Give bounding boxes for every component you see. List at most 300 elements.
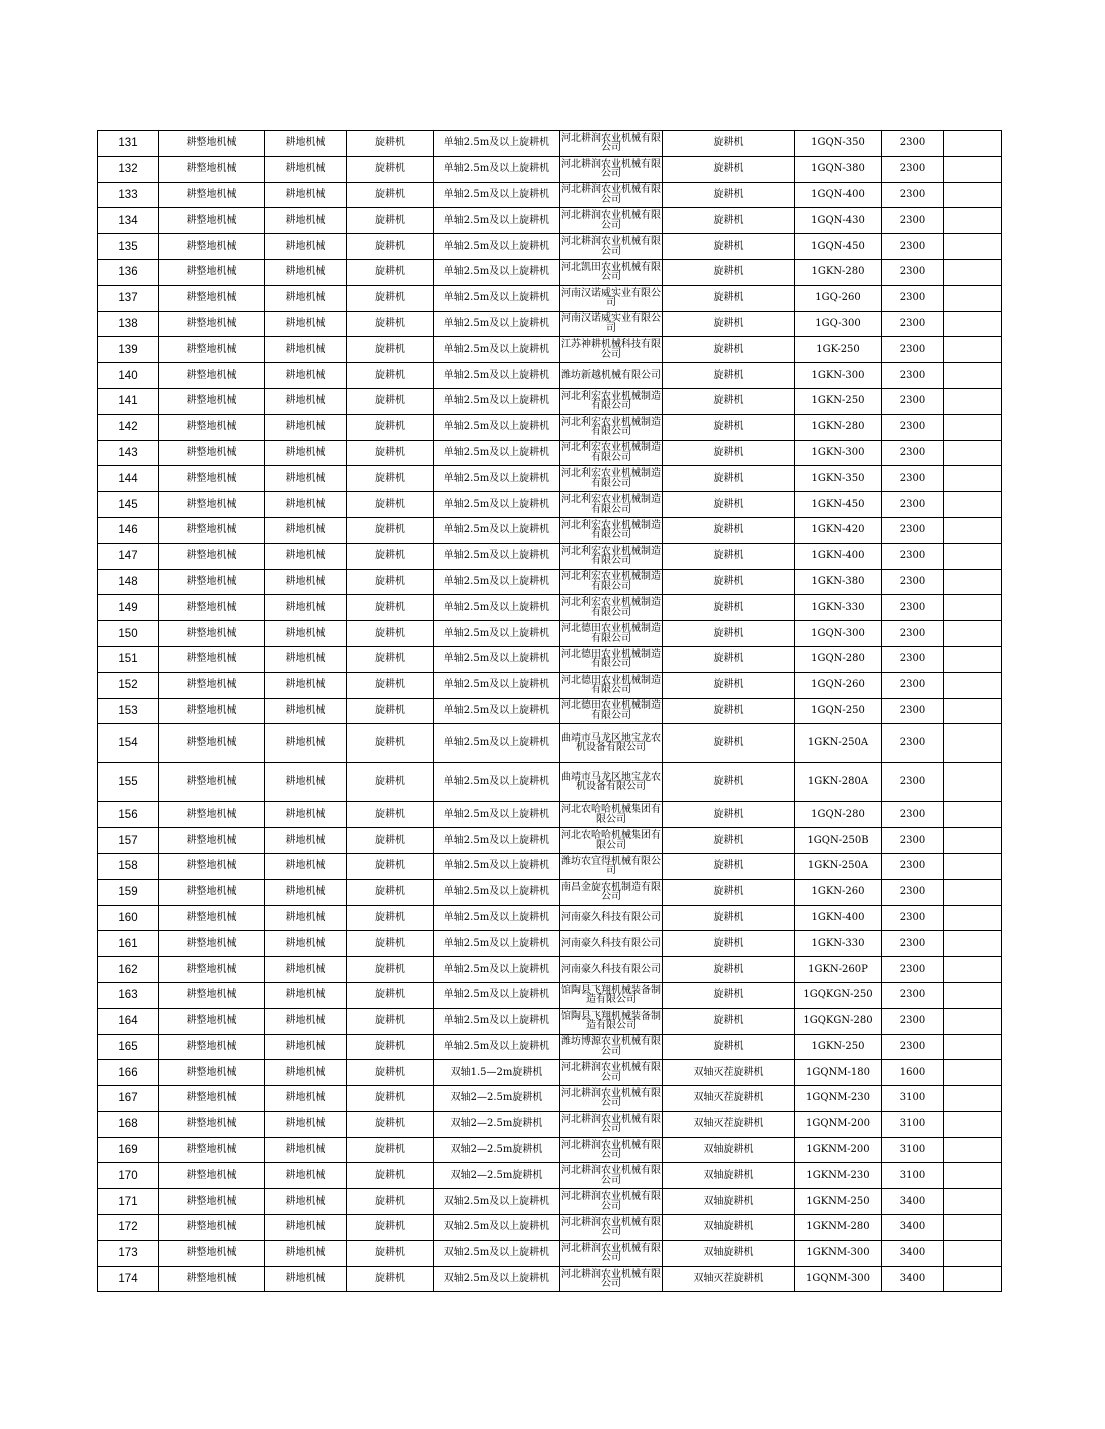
row-number-cell: 136 — [98, 259, 159, 285]
row-number-cell: 141 — [98, 388, 159, 414]
subsidy-amount-cell: 2300 — [882, 698, 944, 724]
note-cell — [944, 492, 1002, 518]
spec-grade-cell: 单轴2.5m及以上旋耕机 — [434, 763, 560, 802]
subsidy-amount-cell: 3100 — [882, 1086, 944, 1112]
subcategory-cell: 耕地机械 — [265, 569, 347, 595]
table-row — [98, 763, 1002, 802]
subcategory-cell: 耕地机械 — [265, 1034, 347, 1060]
product-name-cell: 旋耕机 — [663, 931, 795, 957]
product-name-cell: 旋耕机 — [663, 466, 795, 492]
note-cell — [944, 337, 1002, 363]
manufacturer-cell: 河北农哈哈机械集团有限公司 — [560, 828, 663, 854]
category-cell: 耕整地机械 — [159, 982, 265, 1008]
row-number-cell: 146 — [98, 517, 159, 543]
subsidy-amount-cell: 3400 — [882, 1189, 944, 1215]
table-row — [98, 724, 1002, 763]
item-cell: 旋耕机 — [347, 208, 434, 234]
product-name-cell: 旋耕机 — [663, 879, 795, 905]
subcategory-cell: 耕地机械 — [265, 1008, 347, 1034]
item-cell: 旋耕机 — [347, 595, 434, 621]
spec-grade-cell: 单轴2.5m及以上旋耕机 — [434, 982, 560, 1008]
spec-grade-cell: 单轴2.5m及以上旋耕机 — [434, 517, 560, 543]
model-cell: 1GKN-250 — [795, 388, 882, 414]
spec-grade-cell: 单轴2.5m及以上旋耕机 — [434, 363, 560, 389]
product-name-cell: 旋耕机 — [663, 905, 795, 931]
table-row — [98, 1137, 1002, 1163]
subsidy-amount-cell: 2300 — [882, 466, 944, 492]
product-name-cell: 旋耕机 — [663, 156, 795, 182]
subcategory-cell: 耕地机械 — [265, 1189, 347, 1215]
category-cell: 耕整地机械 — [159, 763, 265, 802]
item-cell: 旋耕机 — [347, 311, 434, 337]
spec-grade-cell: 双轴2.5m及以上旋耕机 — [434, 1189, 560, 1215]
table-row — [98, 311, 1002, 337]
note-cell — [944, 1086, 1002, 1112]
manufacturer-cell: 潍坊农宜得机械有限公司 — [560, 853, 663, 879]
category-cell: 耕整地机械 — [159, 621, 265, 647]
row-number-cell: 162 — [98, 957, 159, 983]
table-row — [98, 931, 1002, 957]
spec-grade-cell: 双轴2—2.5m旋耕机 — [434, 1163, 560, 1189]
subsidy-amount-cell: 2300 — [882, 492, 944, 518]
subcategory-cell: 耕地机械 — [265, 1163, 347, 1189]
category-cell: 耕整地机械 — [159, 698, 265, 724]
product-name-cell: 旋耕机 — [663, 724, 795, 763]
model-cell: 1GKN-300 — [795, 440, 882, 466]
product-name-cell: 旋耕机 — [663, 285, 795, 311]
table-row — [98, 492, 1002, 518]
model-cell: 1GKN-350 — [795, 466, 882, 492]
subsidy-amount-cell: 2300 — [882, 156, 944, 182]
subsidy-amount-cell: 3400 — [882, 1240, 944, 1266]
subsidy-amount-cell: 2300 — [882, 957, 944, 983]
note-cell — [944, 1163, 1002, 1189]
table-row — [98, 595, 1002, 621]
row-number-cell: 168 — [98, 1111, 159, 1137]
table-row — [98, 131, 1002, 157]
note-cell — [944, 905, 1002, 931]
subsidy-amount-cell: 3400 — [882, 1266, 944, 1292]
note-cell — [944, 828, 1002, 854]
row-number-cell: 142 — [98, 414, 159, 440]
spec-grade-cell: 单轴2.5m及以上旋耕机 — [434, 543, 560, 569]
model-cell: 1GKNM-230 — [795, 1163, 882, 1189]
category-cell: 耕整地机械 — [159, 1111, 265, 1137]
subcategory-cell: 耕地机械 — [265, 1266, 347, 1292]
manufacturer-cell: 河北利宏农业机械制造有限公司 — [560, 440, 663, 466]
note-cell — [944, 131, 1002, 157]
manufacturer-cell: 河北利宏农业机械制造有限公司 — [560, 388, 663, 414]
model-cell: 1GKNM-280 — [795, 1215, 882, 1241]
table-row — [98, 466, 1002, 492]
category-cell: 耕整地机械 — [159, 595, 265, 621]
subsidy-amount-cell: 2300 — [882, 285, 944, 311]
subsidy-table — [97, 130, 1002, 1292]
category-cell: 耕整地机械 — [159, 414, 265, 440]
model-cell: 1GKN-260 — [795, 879, 882, 905]
manufacturer-cell: 河北利宏农业机械制造有限公司 — [560, 595, 663, 621]
subsidy-amount-cell: 2300 — [882, 905, 944, 931]
row-number-cell: 145 — [98, 492, 159, 518]
table-row — [98, 905, 1002, 931]
model-cell: 1GQ-300 — [795, 311, 882, 337]
note-cell — [944, 1034, 1002, 1060]
model-cell: 1GKN-280A — [795, 763, 882, 802]
product-name-cell: 双轴旋耕机 — [663, 1163, 795, 1189]
item-cell: 旋耕机 — [347, 1086, 434, 1112]
subcategory-cell: 耕地机械 — [265, 259, 347, 285]
model-cell: 1GQN-250 — [795, 698, 882, 724]
spec-grade-cell: 单轴2.5m及以上旋耕机 — [434, 569, 560, 595]
category-cell: 耕整地机械 — [159, 931, 265, 957]
table-row — [98, 569, 1002, 595]
product-name-cell: 双轴旋耕机 — [663, 1215, 795, 1241]
spec-grade-cell: 双轴2—2.5m旋耕机 — [434, 1111, 560, 1137]
subsidy-amount-cell: 2300 — [882, 595, 944, 621]
subsidy-amount-cell: 2300 — [882, 982, 944, 1008]
subcategory-cell: 耕地机械 — [265, 931, 347, 957]
subcategory-cell: 耕地机械 — [265, 543, 347, 569]
row-number-cell: 166 — [98, 1060, 159, 1086]
product-name-cell: 旋耕机 — [663, 182, 795, 208]
category-cell: 耕整地机械 — [159, 1060, 265, 1086]
product-name-cell: 双轴旋耕机 — [663, 1137, 795, 1163]
subcategory-cell: 耕地机械 — [265, 492, 347, 518]
row-number-cell: 163 — [98, 982, 159, 1008]
note-cell — [944, 802, 1002, 828]
manufacturer-cell: 河北耕润农业机械有限公司 — [560, 208, 663, 234]
manufacturer-cell: 河北德田农业机械制造有限公司 — [560, 646, 663, 672]
note-cell — [944, 595, 1002, 621]
category-cell: 耕整地机械 — [159, 905, 265, 931]
model-cell: 1GKN-250A — [795, 724, 882, 763]
subcategory-cell: 耕地机械 — [265, 388, 347, 414]
subcategory-cell: 耕地机械 — [265, 337, 347, 363]
subcategory-cell: 耕地机械 — [265, 311, 347, 337]
model-cell: 1GQN-380 — [795, 156, 882, 182]
item-cell: 旋耕机 — [347, 646, 434, 672]
table-row — [98, 1111, 1002, 1137]
subcategory-cell: 耕地机械 — [265, 802, 347, 828]
model-cell: 1GQN-400 — [795, 182, 882, 208]
subcategory-cell: 耕地机械 — [265, 156, 347, 182]
product-name-cell: 旋耕机 — [663, 569, 795, 595]
subsidy-amount-cell: 2300 — [882, 182, 944, 208]
row-number-cell: 171 — [98, 1189, 159, 1215]
product-name-cell: 双轴灭茬旋耕机 — [663, 1060, 795, 1086]
subsidy-amount-cell: 2300 — [882, 1008, 944, 1034]
row-number-cell: 132 — [98, 156, 159, 182]
item-cell: 旋耕机 — [347, 337, 434, 363]
subcategory-cell: 耕地机械 — [265, 1086, 347, 1112]
category-cell: 耕整地机械 — [159, 440, 265, 466]
manufacturer-cell: 潍坊博源农业机械有限公司 — [560, 1034, 663, 1060]
row-number-cell: 152 — [98, 672, 159, 698]
product-name-cell: 双轴灭茬旋耕机 — [663, 1111, 795, 1137]
subsidy-amount-cell: 2300 — [882, 724, 944, 763]
manufacturer-cell: 河南豪久科技有限公司 — [560, 905, 663, 931]
manufacturer-cell: 河北耕润农业机械有限公司 — [560, 1266, 663, 1292]
row-number-cell: 150 — [98, 621, 159, 647]
manufacturer-cell: 馆陶县飞翔机械装备制造有限公司 — [560, 982, 663, 1008]
model-cell: 1GKN-420 — [795, 517, 882, 543]
spec-grade-cell: 单轴2.5m及以上旋耕机 — [434, 234, 560, 260]
manufacturer-cell: 河北德田农业机械制造有限公司 — [560, 698, 663, 724]
note-cell — [944, 259, 1002, 285]
spec-grade-cell: 单轴2.5m及以上旋耕机 — [434, 285, 560, 311]
model-cell: 1GQNM-180 — [795, 1060, 882, 1086]
category-cell: 耕整地机械 — [159, 1266, 265, 1292]
category-cell: 耕整地机械 — [159, 828, 265, 854]
category-cell: 耕整地机械 — [159, 1137, 265, 1163]
note-cell — [944, 957, 1002, 983]
item-cell: 旋耕机 — [347, 285, 434, 311]
product-name-cell: 旋耕机 — [663, 337, 795, 363]
model-cell: 1GQN-260 — [795, 672, 882, 698]
subsidy-amount-cell: 2300 — [882, 646, 944, 672]
item-cell: 旋耕机 — [347, 234, 434, 260]
subcategory-cell: 耕地机械 — [265, 1137, 347, 1163]
spec-grade-cell: 单轴2.5m及以上旋耕机 — [434, 466, 560, 492]
manufacturer-cell: 河北耕润农业机械有限公司 — [560, 182, 663, 208]
manufacturer-cell: 河北利宏农业机械制造有限公司 — [560, 569, 663, 595]
subsidy-amount-cell: 3100 — [882, 1111, 944, 1137]
table-row — [98, 646, 1002, 672]
spec-grade-cell: 单轴2.5m及以上旋耕机 — [434, 802, 560, 828]
note-cell — [944, 931, 1002, 957]
table-body — [98, 131, 1002, 1292]
row-number-cell: 133 — [98, 182, 159, 208]
manufacturer-cell: 河北凯田农业机械有限公司 — [560, 259, 663, 285]
row-number-cell: 159 — [98, 879, 159, 905]
model-cell: 1GKN-250A — [795, 853, 882, 879]
subcategory-cell: 耕地机械 — [265, 285, 347, 311]
item-cell: 旋耕机 — [347, 724, 434, 763]
note-cell — [944, 879, 1002, 905]
item-cell: 旋耕机 — [347, 698, 434, 724]
spec-grade-cell: 单轴2.5m及以上旋耕机 — [434, 156, 560, 182]
item-cell: 旋耕机 — [347, 1240, 434, 1266]
manufacturer-cell: 河北耕润农业机械有限公司 — [560, 1137, 663, 1163]
subcategory-cell: 耕地机械 — [265, 646, 347, 672]
manufacturer-cell: 河南豪久科技有限公司 — [560, 957, 663, 983]
subcategory-cell: 耕地机械 — [265, 982, 347, 1008]
table-row — [98, 1240, 1002, 1266]
manufacturer-cell: 河北耕润农业机械有限公司 — [560, 156, 663, 182]
subcategory-cell: 耕地机械 — [265, 208, 347, 234]
spec-grade-cell: 单轴2.5m及以上旋耕机 — [434, 621, 560, 647]
table-row — [98, 1008, 1002, 1034]
category-cell: 耕整地机械 — [159, 492, 265, 518]
product-name-cell: 旋耕机 — [663, 853, 795, 879]
product-name-cell: 旋耕机 — [663, 595, 795, 621]
table-row — [98, 440, 1002, 466]
note-cell — [944, 1240, 1002, 1266]
note-cell — [944, 363, 1002, 389]
note-cell — [944, 724, 1002, 763]
category-cell: 耕整地机械 — [159, 466, 265, 492]
table-row — [98, 1060, 1002, 1086]
row-number-cell: 173 — [98, 1240, 159, 1266]
note-cell — [944, 208, 1002, 234]
table-row — [98, 853, 1002, 879]
subcategory-cell: 耕地机械 — [265, 414, 347, 440]
row-number-cell: 151 — [98, 646, 159, 672]
subcategory-cell: 耕地机械 — [265, 182, 347, 208]
spec-grade-cell: 单轴2.5m及以上旋耕机 — [434, 131, 560, 157]
product-name-cell: 旋耕机 — [663, 698, 795, 724]
category-cell: 耕整地机械 — [159, 156, 265, 182]
manufacturer-cell: 河北耕润农业机械有限公司 — [560, 1163, 663, 1189]
table-row — [98, 802, 1002, 828]
model-cell: 1GQN-430 — [795, 208, 882, 234]
category-cell: 耕整地机械 — [159, 853, 265, 879]
note-cell — [944, 388, 1002, 414]
subcategory-cell: 耕地机械 — [265, 131, 347, 157]
subsidy-amount-cell: 2300 — [882, 763, 944, 802]
category-cell: 耕整地机械 — [159, 1240, 265, 1266]
manufacturer-cell: 河北德田农业机械制造有限公司 — [560, 621, 663, 647]
note-cell — [944, 1215, 1002, 1241]
subcategory-cell: 耕地机械 — [265, 1240, 347, 1266]
manufacturer-cell: 河北利宏农业机械制造有限公司 — [560, 517, 663, 543]
subsidy-amount-cell: 2300 — [882, 517, 944, 543]
subcategory-cell: 耕地机械 — [265, 957, 347, 983]
manufacturer-cell: 河北利宏农业机械制造有限公司 — [560, 492, 663, 518]
item-cell: 旋耕机 — [347, 543, 434, 569]
subsidy-amount-cell: 1600 — [882, 1060, 944, 1086]
category-cell: 耕整地机械 — [159, 1163, 265, 1189]
spec-grade-cell: 单轴2.5m及以上旋耕机 — [434, 182, 560, 208]
model-cell: 1GQN-280 — [795, 646, 882, 672]
category-cell: 耕整地机械 — [159, 672, 265, 698]
manufacturer-cell: 河北耕润农业机械有限公司 — [560, 1060, 663, 1086]
table-row — [98, 208, 1002, 234]
category-cell: 耕整地机械 — [159, 724, 265, 763]
subsidy-amount-cell: 2300 — [882, 234, 944, 260]
subcategory-cell: 耕地机械 — [265, 621, 347, 647]
item-cell: 旋耕机 — [347, 156, 434, 182]
subsidy-amount-cell: 3100 — [882, 1163, 944, 1189]
item-cell: 旋耕机 — [347, 621, 434, 647]
table-row — [98, 957, 1002, 983]
table-row — [98, 363, 1002, 389]
item-cell: 旋耕机 — [347, 182, 434, 208]
item-cell: 旋耕机 — [347, 1034, 434, 1060]
subcategory-cell: 耕地机械 — [265, 879, 347, 905]
subcategory-cell: 耕地机械 — [265, 905, 347, 931]
subsidy-amount-cell: 2300 — [882, 414, 944, 440]
model-cell: 1GKNM-250 — [795, 1189, 882, 1215]
subsidy-amount-cell: 2300 — [882, 208, 944, 234]
spec-grade-cell: 双轴2—2.5m旋耕机 — [434, 1137, 560, 1163]
row-number-cell: 135 — [98, 234, 159, 260]
subsidy-amount-cell: 2300 — [882, 363, 944, 389]
row-number-cell: 158 — [98, 853, 159, 879]
model-cell: 1GQNM-300 — [795, 1266, 882, 1292]
manufacturer-cell: 河南豪久科技有限公司 — [560, 931, 663, 957]
category-cell: 耕整地机械 — [159, 259, 265, 285]
row-number-cell: 160 — [98, 905, 159, 931]
product-name-cell: 旋耕机 — [663, 621, 795, 647]
subcategory-cell: 耕地机械 — [265, 1215, 347, 1241]
subcategory-cell: 耕地机械 — [265, 1111, 347, 1137]
table-row — [98, 621, 1002, 647]
subcategory-cell: 耕地机械 — [265, 853, 347, 879]
spec-grade-cell: 双轴2.5m及以上旋耕机 — [434, 1240, 560, 1266]
note-cell — [944, 1266, 1002, 1292]
category-cell: 耕整地机械 — [159, 131, 265, 157]
table-row — [98, 1215, 1002, 1241]
note-cell — [944, 698, 1002, 724]
model-cell: 1GKN-330 — [795, 931, 882, 957]
manufacturer-cell: 曲靖市马龙区地宝龙农机设备有限公司 — [560, 763, 663, 802]
manufacturer-cell: 河北耕润农业机械有限公司 — [560, 1086, 663, 1112]
product-name-cell: 旋耕机 — [663, 828, 795, 854]
model-cell: 1GKN-450 — [795, 492, 882, 518]
table-row — [98, 672, 1002, 698]
subcategory-cell: 耕地机械 — [265, 440, 347, 466]
product-name-cell: 旋耕机 — [663, 517, 795, 543]
product-name-cell: 双轴灭茬旋耕机 — [663, 1266, 795, 1292]
spec-grade-cell: 单轴2.5m及以上旋耕机 — [434, 414, 560, 440]
model-cell: 1GKNM-300 — [795, 1240, 882, 1266]
product-name-cell: 旋耕机 — [663, 1008, 795, 1034]
table-row — [98, 285, 1002, 311]
item-cell: 旋耕机 — [347, 802, 434, 828]
subsidy-amount-cell: 2300 — [882, 131, 944, 157]
manufacturer-cell: 河北耕润农业机械有限公司 — [560, 234, 663, 260]
model-cell: 1GKNM-200 — [795, 1137, 882, 1163]
category-cell: 耕整地机械 — [159, 1034, 265, 1060]
row-number-cell: 172 — [98, 1215, 159, 1241]
product-name-cell: 旋耕机 — [663, 363, 795, 389]
item-cell: 旋耕机 — [347, 982, 434, 1008]
category-cell: 耕整地机械 — [159, 1086, 265, 1112]
subcategory-cell: 耕地机械 — [265, 828, 347, 854]
subsidy-amount-cell: 2300 — [882, 853, 944, 879]
product-name-cell: 旋耕机 — [663, 543, 795, 569]
note-cell — [944, 414, 1002, 440]
item-cell: 旋耕机 — [347, 672, 434, 698]
item-cell: 旋耕机 — [347, 763, 434, 802]
model-cell: 1GKN-280 — [795, 259, 882, 285]
manufacturer-cell: 河北利宏农业机械制造有限公司 — [560, 543, 663, 569]
spec-grade-cell: 单轴2.5m及以上旋耕机 — [434, 311, 560, 337]
table-row — [98, 1034, 1002, 1060]
model-cell: 1GQN-280 — [795, 802, 882, 828]
item-cell: 旋耕机 — [347, 879, 434, 905]
spec-grade-cell: 单轴2.5m及以上旋耕机 — [434, 672, 560, 698]
subsidy-amount-cell: 2300 — [882, 1034, 944, 1060]
model-cell: 1GQKGN-280 — [795, 1008, 882, 1034]
note-cell — [944, 1008, 1002, 1034]
row-number-cell: 149 — [98, 595, 159, 621]
model-cell: 1GQNM-200 — [795, 1111, 882, 1137]
model-cell: 1GKN-380 — [795, 569, 882, 595]
manufacturer-cell: 河北耕润农业机械有限公司 — [560, 1189, 663, 1215]
category-cell: 耕整地机械 — [159, 1008, 265, 1034]
product-name-cell: 旋耕机 — [663, 388, 795, 414]
category-cell: 耕整地机械 — [159, 1189, 265, 1215]
note-cell — [944, 440, 1002, 466]
table-row — [98, 337, 1002, 363]
spec-grade-cell: 单轴2.5m及以上旋耕机 — [434, 646, 560, 672]
manufacturer-cell: 河北耕润农业机械有限公司 — [560, 131, 663, 157]
model-cell: 1GKN-260P — [795, 957, 882, 983]
subsidy-amount-cell: 2300 — [882, 311, 944, 337]
subsidy-amount-cell: 2300 — [882, 621, 944, 647]
